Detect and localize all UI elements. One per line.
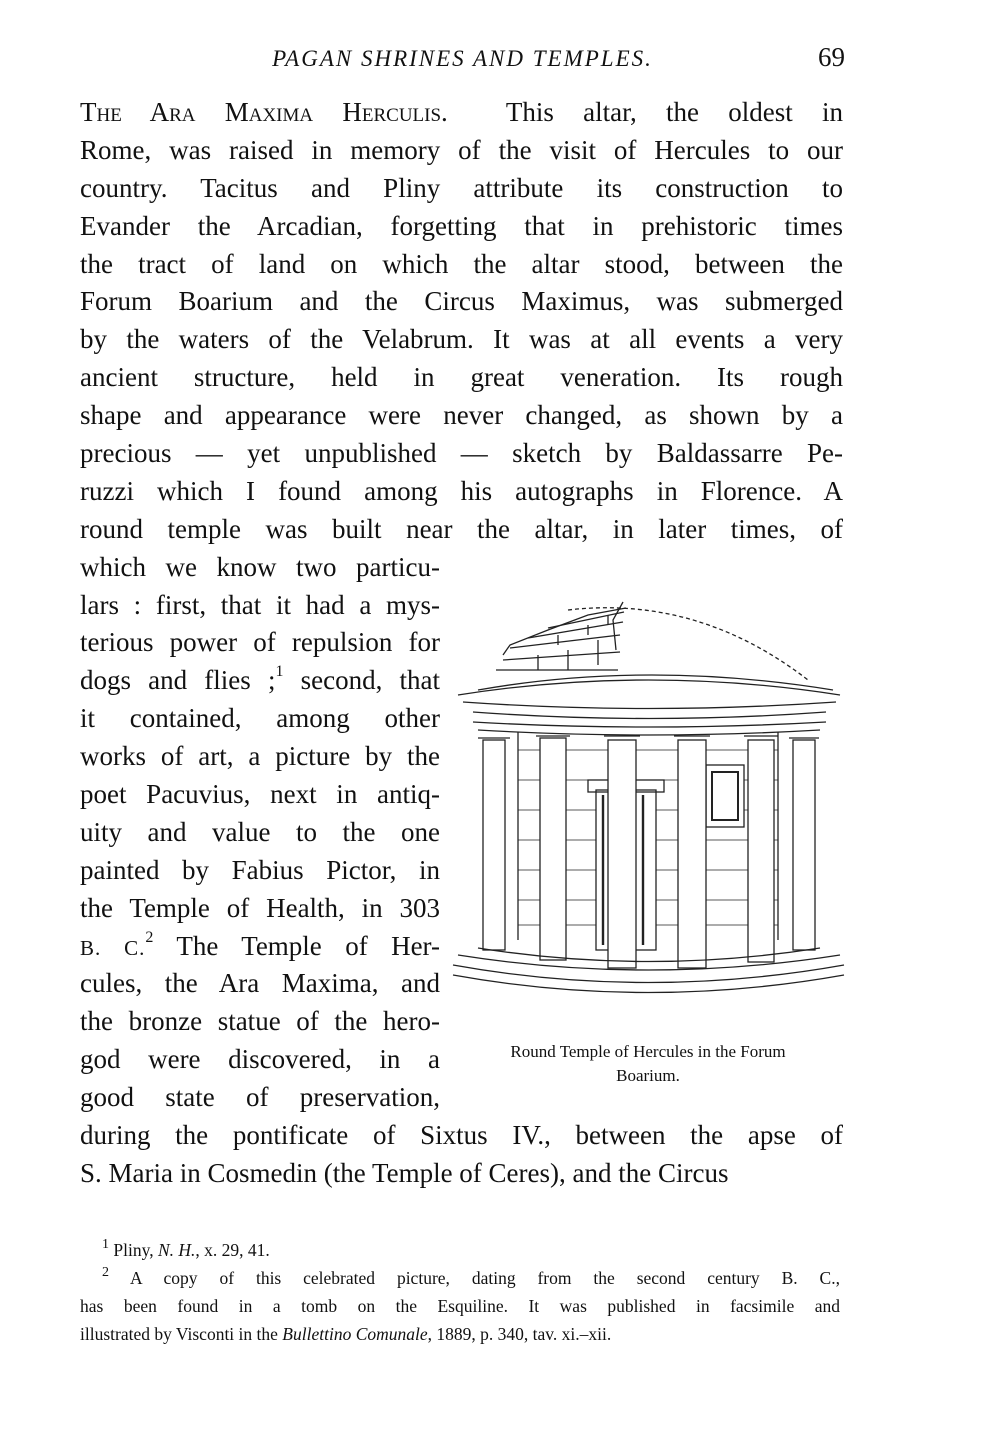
- footnote-2-line: $^2$ A copy of this celebrated picture, dating from the second century B. C.,: [102, 1265, 840, 1288]
- text-line: B. C.$^2$ The Temple of Her-: [80, 928, 441, 961]
- round-temple-drawing: [448, 590, 848, 1010]
- text-line: cules, the Ara Maxima, and: [80, 968, 440, 999]
- text-line: which we know two particu-: [80, 551, 440, 582]
- text-line: Evander the Arcadian, forgetting that in prehistoric times: [80, 210, 843, 241]
- text-line: ruzzi which I found among his autographs in Florence. A: [80, 475, 843, 506]
- text-line: the Temple of Health, in 303: [80, 892, 440, 923]
- text-line: terious power of repulsion for: [80, 627, 440, 658]
- text-line: uity and value to the one: [80, 816, 440, 847]
- footnote-1: $^1$ Pliny, N. H., x. 29, 41.: [102, 1237, 270, 1260]
- footnote-2-line: illustrated by Visconti in the Bullettino Comunale, 1889, p. 340, tav. xi.–xii.: [80, 1324, 612, 1344]
- text-line: country. Tacitus and Pliny attribute its construction to: [80, 172, 843, 203]
- section-heading: The Ara Maxima Herculis.: [80, 97, 448, 127]
- text-line: S. Maria in Cosmedin (the Temple of Ceres), and the Circus: [80, 1157, 729, 1188]
- figure-caption: [448, 1040, 848, 1088]
- running-head: [80, 42, 845, 82]
- running-head-title: PAGAN SHRINES AND TEMPLES.: [272, 46, 653, 71]
- text-line: Forum Boarium and the Circus Maximus, was submerged: [80, 286, 843, 317]
- footnote-2-line: has been found in a tomb on the Esquiline. It was published in facsimile and: [80, 1296, 840, 1316]
- text-line: by the waters of the Velabrum. It was at all events a very: [80, 324, 843, 355]
- text-line: the tract of land on which the altar stood, between the: [80, 248, 843, 279]
- text-line: Rome, was raised in memory of the visit of Hercules to our: [80, 134, 843, 165]
- page-number: 69: [818, 42, 845, 72]
- text-line: shape and appearance were never changed, as shown by a: [80, 400, 843, 431]
- footnote-ref-2[interactable]: 2: [145, 928, 154, 946]
- footnotes: [80, 1236, 840, 1348]
- text-line: good state of preservation,: [80, 1082, 440, 1113]
- text-line: poet Pacuvius, next in antiq-: [80, 779, 440, 810]
- footnote-ref-1[interactable]: 1: [275, 663, 284, 681]
- text-line: the bronze statue of the hero-: [80, 1006, 440, 1037]
- text-line: lars : first, that it had a mys-: [80, 589, 440, 620]
- text-line: ancient structure, held in great veneration. Its rough: [80, 362, 843, 393]
- text-line: painted by Fabius Pictor, in: [80, 854, 440, 885]
- caption-line: Round Temple of Hercules in the Forum: [510, 1042, 786, 1061]
- text-line: dogs and flies ;$^1$ second, that: [80, 663, 440, 696]
- text-line: god were discovered, in a: [80, 1044, 440, 1075]
- text-line: it contained, among other: [80, 703, 440, 734]
- text-line: during the pontificate of Sixtus IV., between the apse of: [80, 1120, 843, 1151]
- text-line: precious — yet unpublished — sketch by Baldassarre Pe-: [80, 438, 843, 469]
- text-line: round temple was built near the altar, in later times, of: [80, 513, 843, 544]
- text-line: The Ara Maxima Herculis. This altar, the oldest in: [80, 97, 843, 127]
- temple-illustration: [448, 590, 848, 1010]
- text-line: works of art, a picture by the: [80, 741, 440, 772]
- caption-line: Boarium.: [616, 1066, 680, 1085]
